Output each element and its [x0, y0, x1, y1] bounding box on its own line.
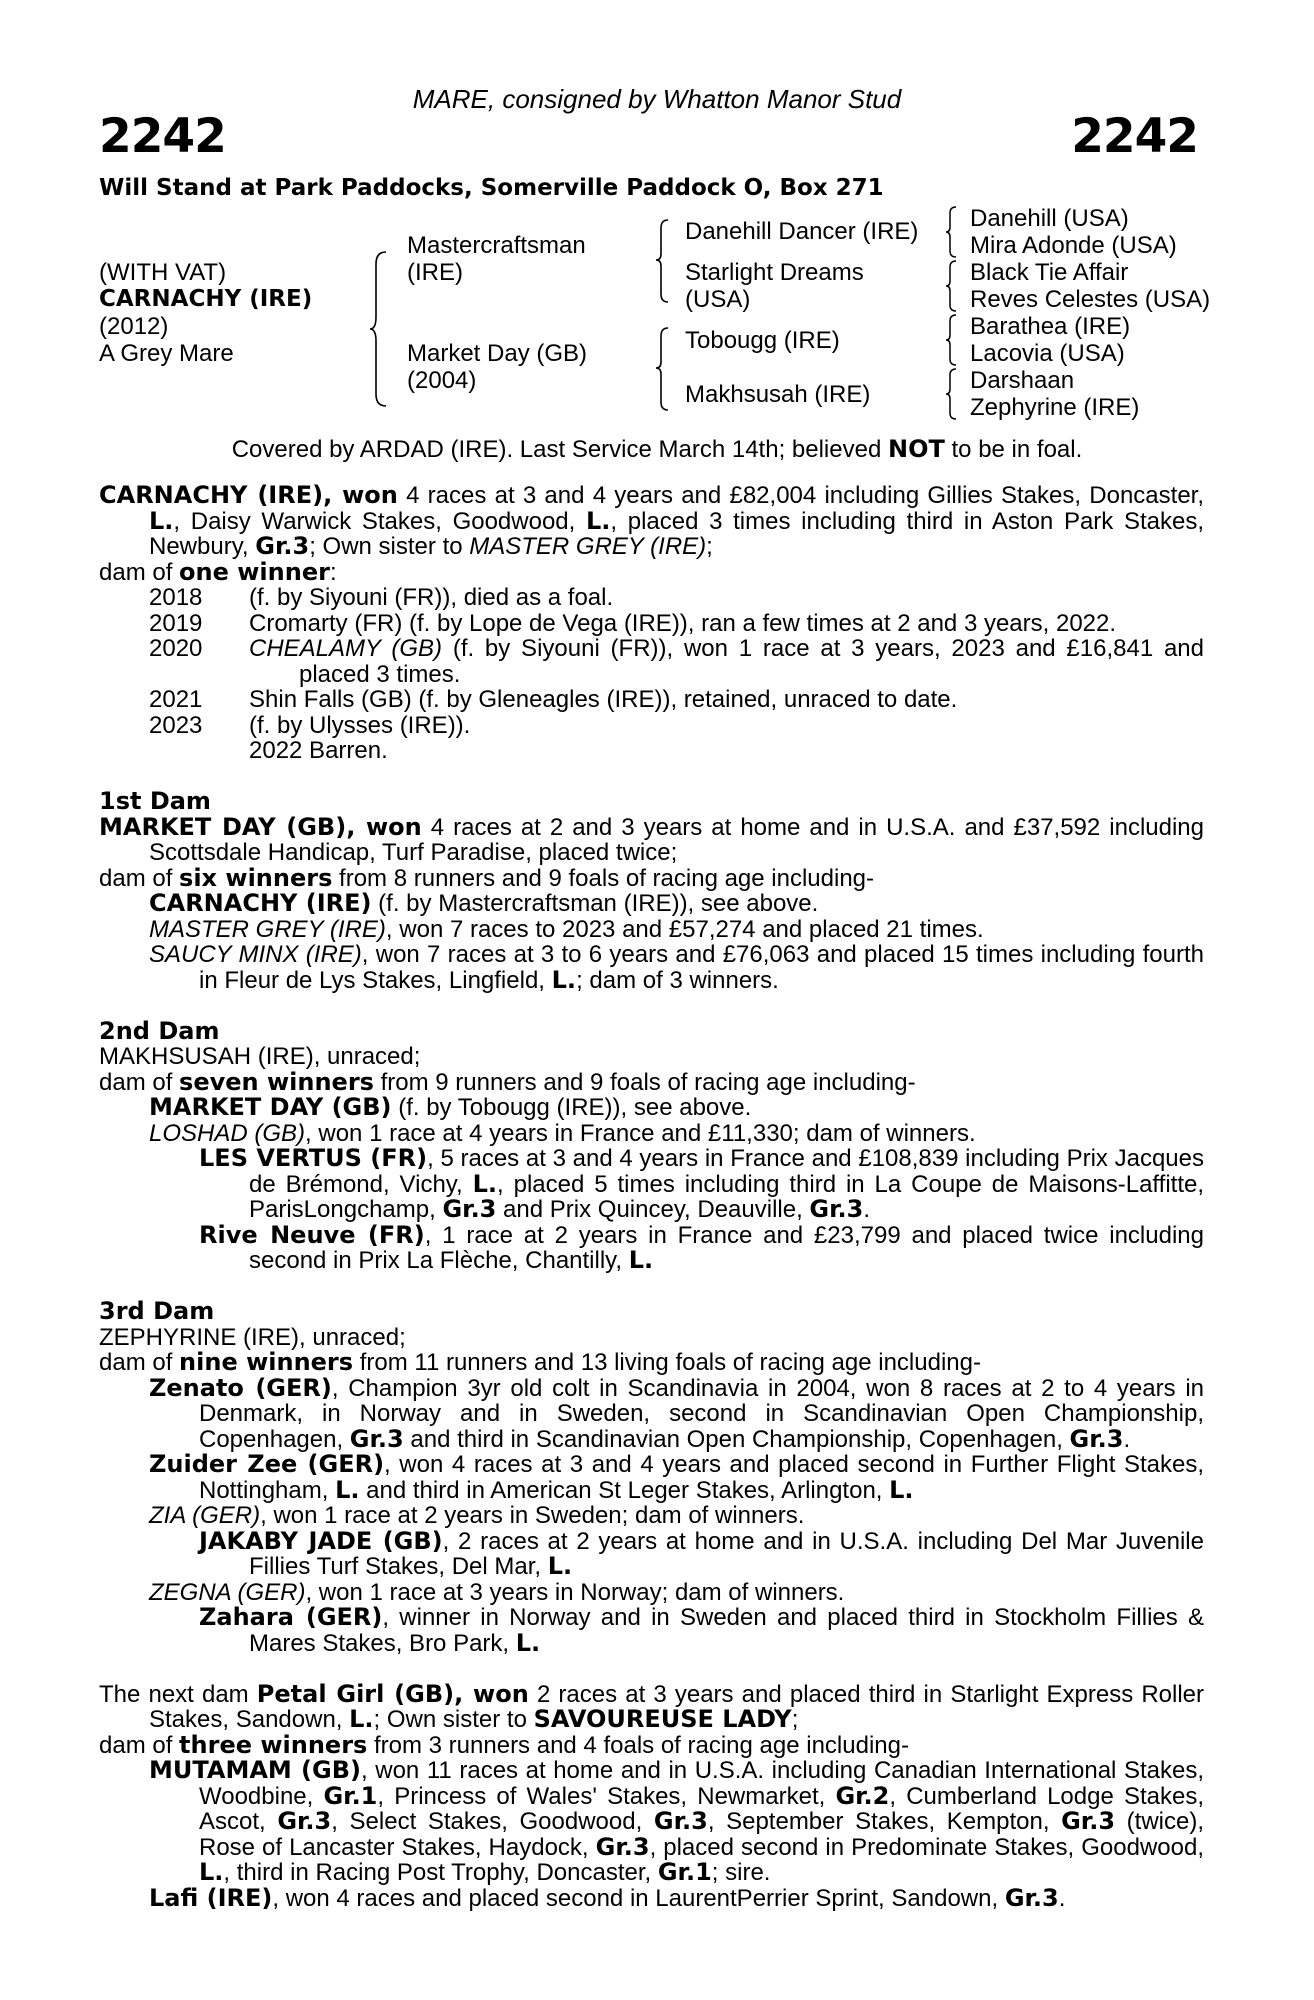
gg-2: Mira Adonde (USA) — [970, 232, 1177, 259]
dam-sire: Tobougg (IRE) — [685, 327, 840, 354]
second-dam-heading: 2nd Dam — [99, 1016, 220, 1045]
horse-description: A Grey Mare — [99, 340, 234, 367]
third-dam-dam-of: dam of nine winners from 11 runners and 13 living foals of racing age including- — [99, 1348, 981, 1376]
produce-row: 2021 Shin Falls (GB) (f. by Gleneagles (IRE)), retained, unraced to date. — [149, 686, 958, 713]
horse-name: CARNACHY (IRE) — [99, 286, 313, 312]
gg-8: Zephyrine (IRE) — [970, 394, 1140, 421]
produce-row: 2018 (f. by Siyouni (FR)), died as a foal. — [149, 584, 614, 611]
first-dam-produce: CARNACHY (IRE) (f. by Mastercraftsman (IRE)), see above. — [149, 889, 819, 917]
second-dam-grandproduce: Rive Neuve (FR), 1 race at 2 years in France and £23,799 and placed twice including second in Prix La Flèche, Chantilly, L. — [199, 1220, 1204, 1274]
brace-dd — [944, 367, 960, 421]
gg-4: Reves Celestes (USA) — [970, 286, 1211, 313]
sire-sire: Danehill Dancer (IRE) — [685, 218, 919, 245]
third-dam-grandproduce: JAKABY JADE (GB), 2 races at 2 years at home and in U.S.A. including Del Mar Juvenile Fillies Turf Stakes, Del Mar, L. — [199, 1526, 1204, 1580]
third-dam-produce: Zenato (GER), Champion 3yr old colt in Scandinavia in 2004, won 8 races at 2 to 4 years in Denmark, in Norway and in Sweden, second in Scandinavian Open Championship, Copenhagen, Gr.3 and third in Scandinavian Open Championship, Copenhagen, Gr.3. — [149, 1373, 1205, 1453]
first-dam-produce: SAUCY MINX (IRE), won 7 races at 3 to 6 years and £76,063 and placed 15 times including fourth in Fleur de Lys Stakes, Lingfield, L.; dam of 3 winners. — [149, 941, 1204, 994]
brace-main — [368, 250, 390, 408]
next-dam-produce: Lafi (IRE), won 4 races and placed second in LaurentPerrier Sprint, Sandown, Gr.3. — [149, 1883, 1066, 1912]
brace-ds — [944, 313, 960, 367]
gg-1: Danehill (USA) — [970, 205, 1129, 232]
foaling-year: (2012) — [99, 313, 169, 340]
mare-record: CARNACHY (IRE), won 4 races at 3 and 4 years and £82,004 including Gillies Stakes, Doncaster, L., Daisy Warwick Stakes, Goodwood, L., placed 3 times including third in Aston Park Stakes, Newbury, Gr.3; Own sister to MASTER GREY (IRE); — [99, 481, 1205, 560]
dam-dam: Makhsusah (IRE) — [685, 381, 871, 408]
brace-sd — [944, 259, 960, 313]
barren-note: 2022 Barren. — [249, 737, 388, 764]
produce-row: 2020 CHEALAMY (GB) (f. by Siyouni (FR)), won 1 race at 3 years, 2023 and £16,841 and placed 3 times. — [149, 635, 1204, 688]
third-dam-produce: ZIA (GER), won 1 race at 2 years in Sweden; dam of winners. — [149, 1502, 805, 1529]
third-dam-record: ZEPHYRINE (IRE), unraced; — [99, 1323, 406, 1351]
gg-6: Lacovia (USA) — [970, 340, 1125, 367]
consignor-line: MARE, consigned by Whatton Manor Stud — [412, 84, 902, 114]
third-dam-produce: Zuider Zee (GER), won 4 races at 3 and 4 years and placed second in Further Flight Stakes, Nottingham, L. and third in American St Leger Stakes, Arlington, L. — [149, 1450, 1205, 1504]
dam-name-2: (2004) — [407, 367, 477, 394]
stabling-location: Will Stand at Park Paddocks, Somerville Paddock O, Box 271 — [99, 175, 884, 201]
third-dam-grandproduce: Zahara (GER), winner in Norway and in Sweden and placed third in Stockholm Fillies & Mares Stakes, Bro Park, L. — [199, 1603, 1205, 1657]
vat-note: (WITH VAT) — [99, 259, 227, 286]
first-dam-heading: 1st Dam — [99, 787, 211, 815]
sire-name-1: Mastercraftsman — [407, 232, 586, 259]
first-dam-produce: MASTER GREY (IRE), won 7 races to 2023 and £57,274 and placed 21 times. — [149, 915, 984, 943]
next-dam-dam-of: dam of three winners from 3 runners and 4 foals of racing age including- — [99, 1730, 909, 1759]
sire-dam-1: Starlight Dreams — [685, 259, 864, 286]
first-dam-record: MARKET DAY (GB), won 4 races at 2 and 3 years at home and in U.S.A. and £37,592 including Scottsdale Handicap, Turf Paradise, placed twice; — [99, 812, 1204, 866]
second-dam-dam-of: dam of seven winners from 9 runners and 9 foals of racing age including- — [99, 1067, 916, 1096]
lot-number-left: 2242 — [99, 109, 226, 164]
second-dam-grandproduce: LES VERTUS (FR), 5 races at 3 and 4 years in France and £108,839 including Prix Jacques de Brémond, Vichy, L., placed 5 times including third in La Coupe de Maisons-Laffitte, ParisLongchamp, Gr.3 and Prix Quincey, Deauville, Gr.3. — [199, 1144, 1205, 1223]
third-dam-produce: ZEGNA (GER), won 1 race at 3 years in Norway; dam of winners. — [149, 1578, 845, 1606]
third-dam-heading: 3rd Dam — [99, 1297, 215, 1325]
sire-dam-2: (USA) — [685, 286, 751, 313]
second-dam-produce: MARKET DAY (GB) (f. by Tobougg (IRE)), see above. — [149, 1093, 752, 1121]
sire-name-2: (IRE) — [407, 259, 463, 286]
next-dam-produce: MUTAMAM (GB), won 11 races at home and in U.S.A. including Canadian International Stakes, Woodbine, Gr.1, Princess of Wales' Stakes, Newmarket, Gr.2, Cumberland Lodge Stakes, Ascot, Gr.3, Select Stakes, Goodwood, Gr.3, September Stakes, Kempton, Gr.3 (twice), Rose of Lancaster Stakes, Haydock, Gr.3, placed second in Predominate Stakes, Goodwood, L., third in Racing Post Trophy, Doncaster, Gr.1; sire. — [149, 1756, 1205, 1886]
gg-3: Black Tie Affair — [970, 259, 1129, 286]
covering-info: Covered by ARDAD (IRE). Last Service March 14th; believed NOT to be in foal. — [231, 435, 1083, 463]
lot-number-right: 2242 — [1071, 109, 1198, 164]
next-dam-record: The next dam Petal Girl (GB), won 2 races at 3 years and placed third in Starlight Express Roller Stakes, Sandown, L.; Own sister to SAVOUREUSE LADY; — [99, 1679, 1205, 1733]
catalogue-body — [99, 483, 1204, 1911]
gg-7: Darshaan — [970, 367, 1075, 394]
second-dam-record: MAKHSUSAH (IRE), unraced; — [99, 1043, 421, 1070]
brace-ss — [944, 205, 960, 259]
first-dam-dam-of: dam of six winners from 8 runners and 9 foals of racing age including- — [99, 863, 875, 892]
second-dam-produce: LOSHAD (GB), won 1 race at 4 years in France and £11,330; dam of winners. — [149, 1119, 976, 1147]
mare-dam-of: dam of one winner: — [99, 557, 337, 586]
gg-5: Barathea (IRE) — [970, 313, 1131, 340]
dam-name-1: Market Day (GB) — [407, 340, 588, 367]
brace-dam — [654, 326, 672, 412]
produce-row: 2019 Cromarty (FR) (f. by Lope de Vega (IRE)), ran a few times at 2 and 3 years, 2022. — [149, 609, 1117, 637]
brace-sire — [654, 218, 672, 304]
produce-row: 2023 (f. by Ulysses (IRE)). — [149, 711, 471, 739]
